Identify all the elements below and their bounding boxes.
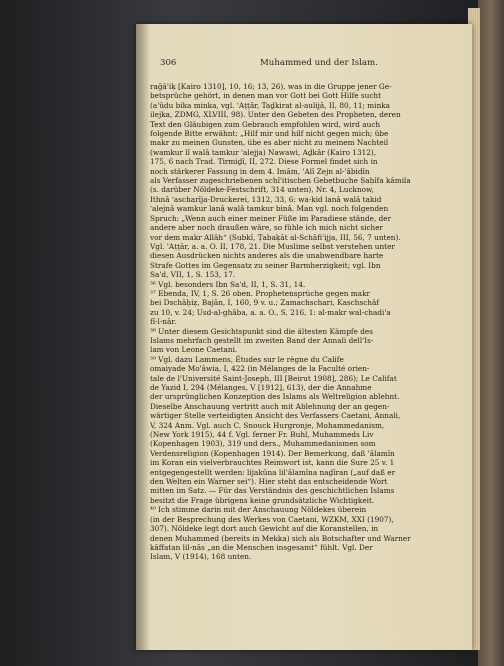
text-line: omaiyade Mo'âwia, I, 422 (in Mélanges de la Faculté orien- — [150, 364, 370, 374]
text-line: de Yazid I, 294 (Mélanges, V [1912], 613), der die Annahme — [150, 383, 372, 392]
text-line: wärtiger Stelle verteidigten Ansicht des Verfassers Caetani, Annali, — [150, 411, 401, 421]
text-line: Islams mehrfach gestellt im zweiten Band der Annali dell'Is- — [150, 335, 374, 345]
text-line: (in der Besprechung des Werkes von Caetani, WZKM, XXI (1907), — [150, 514, 394, 524]
text-line: rağâ'iḳ [Kairo 1310], 10, 16; 13, 26), was in die Gruppe jener Ge- — [150, 82, 392, 91]
text-line: (New York 1915), 44 f. Vgl. ferner Fr. Buhl, Muhammeds Liv — [150, 430, 374, 440]
text-line: kâffatan lil-nâs „an die Menschen insgesamt“ fühlt. Vgl. Der — [150, 542, 373, 552]
text-line: 'alejnâ wamkur lanâ walâ tamkur binâ. Man vgl. noch folgenden — [150, 204, 389, 214]
text-line: (Kopenhagen 1903), 319 und ders., Muhammedanismen som — [150, 439, 376, 449]
text-line: (s. darüber Nöldeke-Festschrift, 314 unten), Nr. 4, Lucknow, — [150, 185, 374, 195]
footnote-38: ³⁸ Unter diesem Gesichtspunkt sind die ältesten Kämpfe des — [150, 326, 373, 336]
footnote-37: ³⁷ Ebenda, IV, 1, S. 26 oben. Prophetensprüche gegen makr — [150, 288, 370, 298]
running-title: Muhammed und der Islam. — [260, 58, 378, 68]
text-line: den Welten ein Warner sei“). Hier steht das entscheidende Wort — [150, 477, 388, 487]
footnote-36: ³⁶ Vgl. besonders Ibn Sa'd, II, 1, S. 31, 14. — [150, 279, 306, 289]
page-gutter-shadow — [136, 24, 150, 650]
text-line: Verdensreligion (Kopenhagen 1914). Der Bemerkung, daß 'âlamîn — [150, 448, 395, 458]
text-line: betsprüche gehört, in denen man vor Gott bei Gott Hilfe sucht — [150, 91, 382, 101]
text-line: Ithnâ 'ascharîja-Druckerei, 1312, 33, 6: wa-kid lanâ walâ takid — [150, 194, 382, 204]
text-line: Text den Gläubigen zum Gebrauch empfohlen wird, wird auch — [150, 119, 381, 129]
text-line: lam von Leone Caetani. — [150, 345, 238, 355]
text-line: vor dem makr Allâh“ (Subkî, Ṭabaḳât al-Schâfi'ijja, III, 56, 7 unten). — [150, 232, 401, 242]
text-line: ilejka, ZDMG, XLVIII, 98). Unter den Gebeten des Propheten, deren — [150, 110, 401, 120]
text-line: Sa'd, VII, 1, S. 153, 17. — [150, 270, 236, 280]
text-line: Strafe Gottes im Gegensatz zu seiner Barmherzigkeit; vgl. Ibn — [150, 260, 381, 270]
text-line: 307). Nöldeke legt dort auch Gewicht auf die Koranstellen, in — [150, 524, 379, 534]
text-line: 175, 6 nach Trad. Tirmiḏî, II, 272. Diese Formel findet sich in — [150, 157, 378, 167]
text-line: makr zu meinen Gunsten, übe es aber nicht zu meinem Nachteil — [150, 138, 389, 148]
text-line: zu 10, v. 24; Usd-al-ghâba, a. a. O., S. 216, 1: al-makr wal-chadi'a — [150, 307, 391, 317]
text-line: im Koran ein vielverbrauchtes Reimwort ist, kann die Sure 25 v. 1 — [150, 458, 395, 468]
text-line: noch stärkerer Fassung in dem 4. Imâm, 'Alî Zejn al-'âbidîn — [150, 166, 370, 176]
text-line: (a'ûdu bika minka, vgl. 'Aṭṭâr, Taḏkirat al-aulijâ, II, 80, 11; minka — [150, 100, 391, 110]
text-line: denen Muhammed (bereits in Mekka) sich als Botschafter und Warner — [150, 533, 411, 543]
text-line: fî-l-nâr. — [150, 317, 177, 327]
running-head — [160, 58, 450, 72]
footnote-40: ⁴⁰ Ich stimme darin mit der Anschauung Nöldekes überein — [150, 505, 367, 515]
text-line: mitten im Satz. — Für das Verständnis des geschichtlichen Islams — [150, 486, 395, 496]
text-line: entgegengestellt werden: lijakûna lil'âlamîna naḏîran („auf daß er — [150, 467, 396, 477]
text-line: V, 324 Anm. Vgl. auch C. Snouck Hurgronje, Mohammedanism, — [150, 420, 385, 430]
text-line: (wamkur lî walâ tamkur 'alejja) Nawawi, Aḏkâr (Kairo 1312), — [150, 147, 377, 157]
text-line: tale de l'Université Saint-Joseph, III [Beirut 1908], 286); Le Califat — [150, 373, 397, 383]
text-line: als Verfasser zugeschriebenen schî'itischen Gebetbuche Ṣaḥîfa kâmila — [150, 176, 411, 186]
text-line: besitzt die Frage übrigens keine grundsätzliche Wichtigkeit. — [150, 495, 375, 505]
text-line: Vgl. 'Aṭṭâr, a. a. O. II, 178, 21. Die Muslime selbst verstehen unter — [150, 241, 395, 251]
footnote-39: ³⁹ Vgl. dazu Lammens, Études sur le règne du Calife — [150, 354, 344, 364]
text-line: andere aber noch draußen wäre, so fühle ich mich nicht sicher — [150, 223, 384, 233]
footnote-text-block — [150, 82, 462, 562]
book-cover-edge — [478, 0, 504, 666]
text-line: bei Dschâḥiẓ, Bajân, I, 160, 9 v. u.; Zamachschari, Kaschschâf — [150, 298, 380, 308]
text-line: diesen Ausdrücken nichts anderes als die unabwendbare harte — [150, 251, 384, 261]
text-line: Spruch: „Wenn auch einer meiner Füße im Paradiese stände, der — [150, 213, 392, 223]
text-line: der ursprünglichen Konzeption des Islams als Weltreligion ablehnt. — [150, 392, 400, 402]
text-line: folgende Bitte erwähnt: „Hilf mir und hilf nicht gegen mich; übe — [150, 129, 389, 139]
text-line: Dieselbe Anschauung vertritt auch mit Ablehnung der an gegen- — [150, 401, 390, 411]
page-number: 306 — [160, 58, 177, 68]
text-line: Islam, V (1914), 168 unten. — [150, 552, 252, 562]
